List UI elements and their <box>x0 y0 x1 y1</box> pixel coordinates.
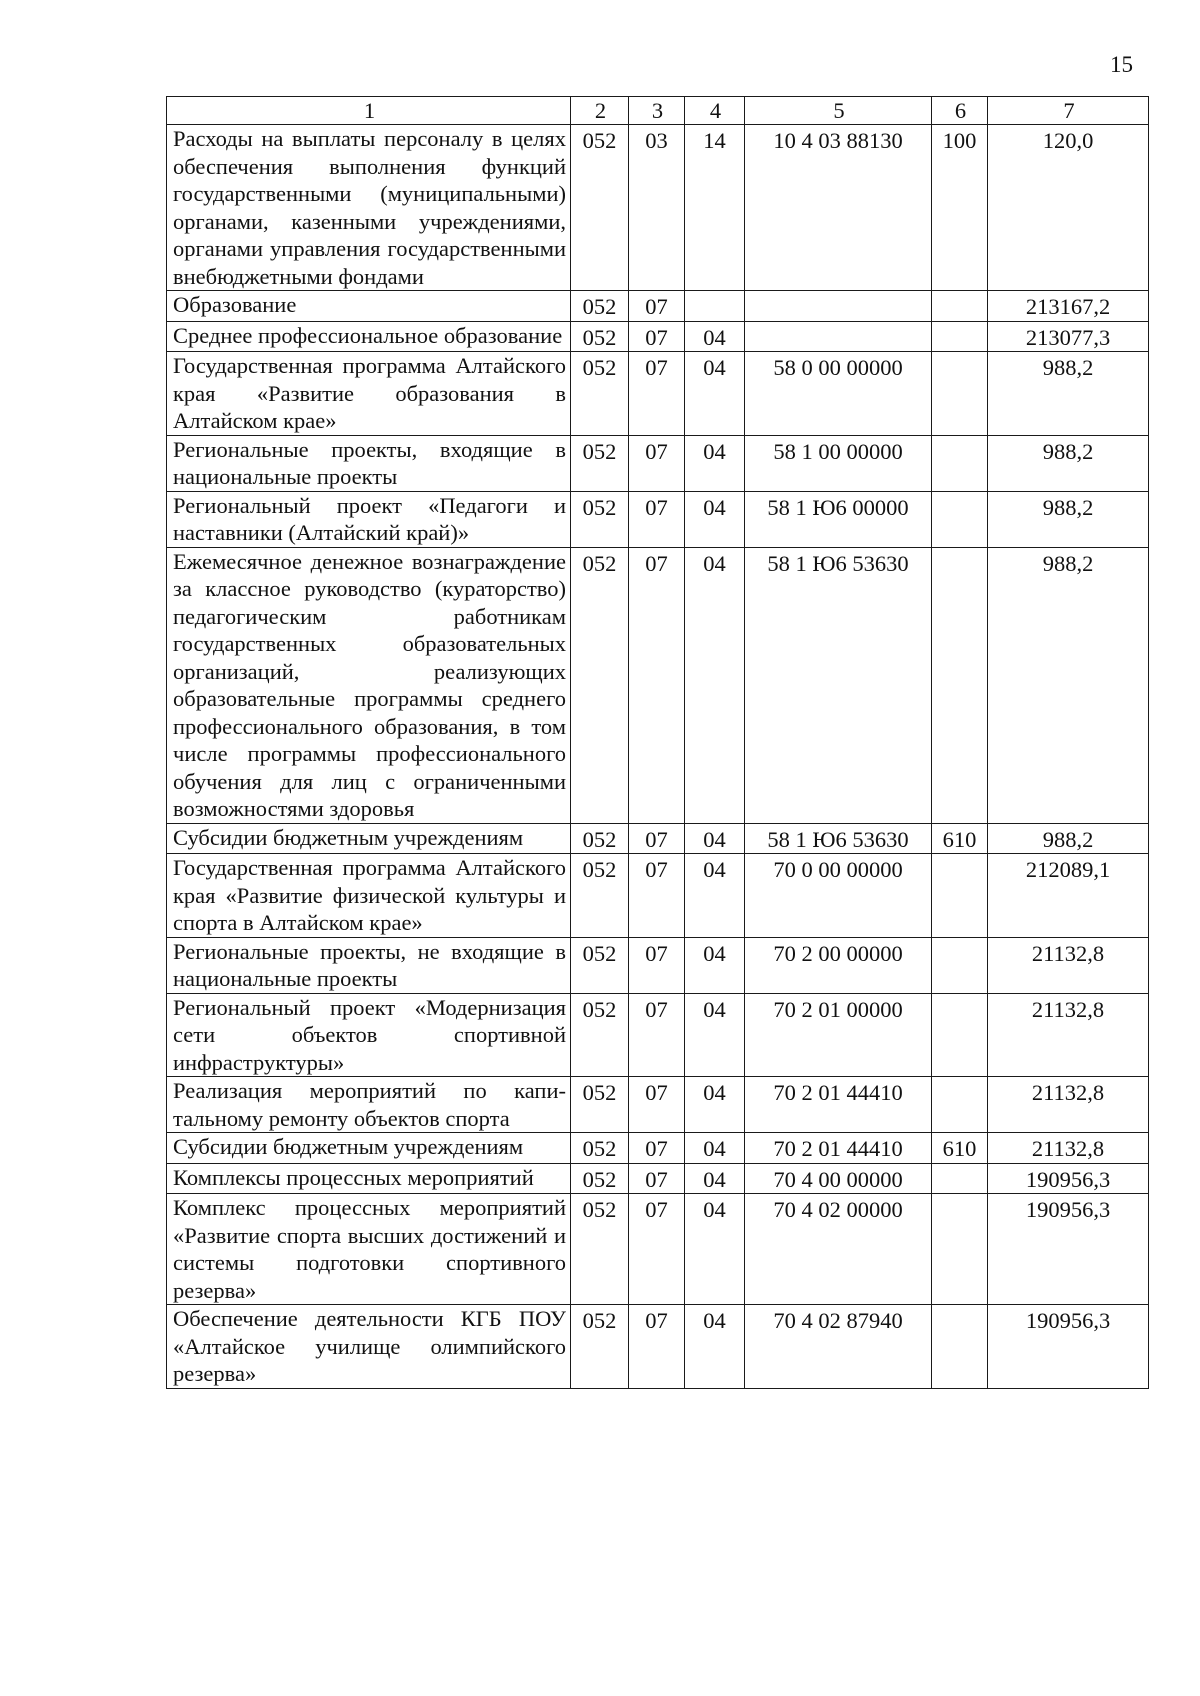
target-article-code: 10 4 03 88130 <box>745 125 932 291</box>
ministry-code: 052 <box>571 1305 629 1389</box>
table-row <box>167 291 1149 322</box>
section-code: 07 <box>629 291 685 322</box>
expense-type-code <box>932 993 988 1077</box>
section-code: 07 <box>629 1305 685 1389</box>
ministry-code: 052 <box>571 435 629 491</box>
target-article-code <box>745 321 932 352</box>
ministry-code: 052 <box>571 854 629 938</box>
ministry-code: 052 <box>571 125 629 291</box>
amount-value: 213167,2 <box>988 291 1149 322</box>
section-code: 07 <box>629 321 685 352</box>
row-name: Субсидии бюджетным учреждениям <box>167 823 571 854</box>
ministry-code: 052 <box>571 1163 629 1194</box>
section-code: 07 <box>629 1163 685 1194</box>
subsection-code: 04 <box>685 993 745 1077</box>
subsection-code: 04 <box>685 547 745 823</box>
ministry-code: 052 <box>571 1194 629 1305</box>
subsection-code <box>685 291 745 322</box>
subsection-code: 04 <box>685 854 745 938</box>
ministry-code: 052 <box>571 547 629 823</box>
column-header-6: 6 <box>932 97 988 125</box>
expense-type-code <box>932 937 988 993</box>
subsection-code: 04 <box>685 1133 745 1164</box>
table-row <box>167 352 1149 436</box>
column-header-7: 7 <box>988 97 1149 125</box>
target-article-code: 70 2 01 44410 <box>745 1133 932 1164</box>
table-row <box>167 937 1149 993</box>
section-code: 03 <box>629 125 685 291</box>
expense-type-code <box>932 291 988 322</box>
subsection-code: 14 <box>685 125 745 291</box>
row-name: Комплекс процессных мероприятий «Развитие спорта высших достижений и системы подготовки спортивного резерва» <box>167 1194 571 1305</box>
table-row <box>167 1077 1149 1133</box>
column-header-3: 3 <box>629 97 685 125</box>
ministry-code: 052 <box>571 937 629 993</box>
target-article-code: 58 1 Ю6 53630 <box>745 547 932 823</box>
row-name: Субсидии бюджетным учреждениям <box>167 1133 571 1164</box>
expense-type-code <box>932 1305 988 1389</box>
table-row <box>167 854 1149 938</box>
row-name: Образование <box>167 291 571 322</box>
ministry-code: 052 <box>571 291 629 322</box>
subsection-code: 04 <box>685 1163 745 1194</box>
row-name: Государственная программа Алтайского края «Развитие физической культуры и спорта в Алтайском крае» <box>167 854 571 938</box>
budget-table <box>166 96 1149 1389</box>
row-name: Реализация мероприятий по капитальному ремонту объектов спорта <box>167 1077 571 1133</box>
table-row <box>167 1305 1149 1389</box>
section-code: 07 <box>629 1133 685 1164</box>
column-header-5: 5 <box>745 97 932 125</box>
expense-type-code <box>932 1077 988 1133</box>
target-article-code: 70 4 02 00000 <box>745 1194 932 1305</box>
table-row <box>167 1194 1149 1305</box>
expense-type-code <box>932 435 988 491</box>
target-article-code: 70 4 02 87940 <box>745 1305 932 1389</box>
ministry-code: 052 <box>571 823 629 854</box>
row-name: Комплексы процессных мероприятий <box>167 1163 571 1194</box>
section-code: 07 <box>629 854 685 938</box>
row-name: Региональные проекты, входящие в национальные проекты <box>167 435 571 491</box>
table-row <box>167 435 1149 491</box>
amount-value: 988,2 <box>988 823 1149 854</box>
section-code: 07 <box>629 1194 685 1305</box>
row-name: Региональные проекты, не входящие в национальные проекты <box>167 937 571 993</box>
column-header-1: 1 <box>167 97 571 125</box>
subsection-code: 04 <box>685 435 745 491</box>
amount-value: 21132,8 <box>988 1133 1149 1164</box>
table-body <box>167 125 1149 1389</box>
amount-value: 988,2 <box>988 352 1149 436</box>
amount-value: 21132,8 <box>988 1077 1149 1133</box>
ministry-code: 052 <box>571 993 629 1077</box>
row-name: Среднее профессиональное образование <box>167 321 571 352</box>
table-row <box>167 125 1149 291</box>
row-name: Расходы на выплаты персоналу в целях обеспечения выполнения функций государственными (муниципальными) органами, казенными учреждениями, органами управления государственными внебюджетными фондами <box>167 125 571 291</box>
section-code: 07 <box>629 937 685 993</box>
target-article-code: 58 1 Ю6 00000 <box>745 491 932 547</box>
page-number: 15 <box>1110 52 1133 77</box>
ministry-code: 052 <box>571 491 629 547</box>
ministry-code: 052 <box>571 352 629 436</box>
row-name: Региональный проект «Модернизация сети объектов спортивной инфраструктуры» <box>167 993 571 1077</box>
target-article-code: 58 1 Ю6 53630 <box>745 823 932 854</box>
ministry-code: 052 <box>571 1133 629 1164</box>
target-article-code: 70 2 01 44410 <box>745 1077 932 1133</box>
table-row <box>167 823 1149 854</box>
amount-value: 213077,3 <box>988 321 1149 352</box>
table-row <box>167 1133 1149 1164</box>
table-row <box>167 491 1149 547</box>
target-article-code: 58 1 00 00000 <box>745 435 932 491</box>
amount-value: 190956,3 <box>988 1163 1149 1194</box>
expense-type-code <box>932 1194 988 1305</box>
header-row <box>167 97 1149 125</box>
expense-type-code: 610 <box>932 1133 988 1164</box>
expense-type-code <box>932 321 988 352</box>
amount-value: 988,2 <box>988 547 1149 823</box>
column-header-4: 4 <box>685 97 745 125</box>
table-row <box>167 321 1149 352</box>
amount-value: 120,0 <box>988 125 1149 291</box>
row-name: Ежемесячное денежное вознаграждение за классное руководство (кураторство) педагогическим работникам государственных образовательных организаций, реализующих образовательные программы среднего профессионального образования, в том числе программы профессионального обучения для лиц с ограниченными возможностями здоровья <box>167 547 571 823</box>
ministry-code: 052 <box>571 1077 629 1133</box>
target-article-code <box>745 291 932 322</box>
section-code: 07 <box>629 1077 685 1133</box>
expense-type-code <box>932 1163 988 1194</box>
target-article-code: 70 2 01 00000 <box>745 993 932 1077</box>
amount-value: 212089,1 <box>988 854 1149 938</box>
section-code: 07 <box>629 993 685 1077</box>
subsection-code: 04 <box>685 491 745 547</box>
row-name: Государственная программа Алтайского края «Развитие образования в Алтайском крае» <box>167 352 571 436</box>
amount-value: 21132,8 <box>988 993 1149 1077</box>
subsection-code: 04 <box>685 937 745 993</box>
expense-type-code <box>932 352 988 436</box>
row-name: Региональный проект «Педагоги и наставники (Алтайский край)» <box>167 491 571 547</box>
subsection-code: 04 <box>685 321 745 352</box>
subsection-code: 04 <box>685 1194 745 1305</box>
section-code: 07 <box>629 435 685 491</box>
target-article-code: 58 0 00 00000 <box>745 352 932 436</box>
amount-value: 21132,8 <box>988 937 1149 993</box>
expense-type-code <box>932 854 988 938</box>
table-row <box>167 993 1149 1077</box>
section-code: 07 <box>629 491 685 547</box>
row-name: Обеспечение деятельности КГБ ПОУ «Алтайское училище олимпийского резерва» <box>167 1305 571 1389</box>
expense-type-code: 610 <box>932 823 988 854</box>
subsection-code: 04 <box>685 352 745 436</box>
expense-type-code <box>932 491 988 547</box>
table-header <box>167 97 1149 125</box>
section-code: 07 <box>629 352 685 436</box>
target-article-code: 70 2 00 00000 <box>745 937 932 993</box>
ministry-code: 052 <box>571 321 629 352</box>
subsection-code: 04 <box>685 1077 745 1133</box>
target-article-code: 70 0 00 00000 <box>745 854 932 938</box>
section-code: 07 <box>629 547 685 823</box>
subsection-code: 04 <box>685 823 745 854</box>
subsection-code: 04 <box>685 1305 745 1389</box>
table-row <box>167 1163 1149 1194</box>
expense-type-code: 100 <box>932 125 988 291</box>
table-row <box>167 547 1149 823</box>
amount-value: 988,2 <box>988 491 1149 547</box>
amount-value: 190956,3 <box>988 1194 1149 1305</box>
amount-value: 988,2 <box>988 435 1149 491</box>
target-article-code: 70 4 00 00000 <box>745 1163 932 1194</box>
amount-value: 190956,3 <box>988 1305 1149 1389</box>
expense-type-code <box>932 547 988 823</box>
column-header-2: 2 <box>571 97 629 125</box>
section-code: 07 <box>629 823 685 854</box>
